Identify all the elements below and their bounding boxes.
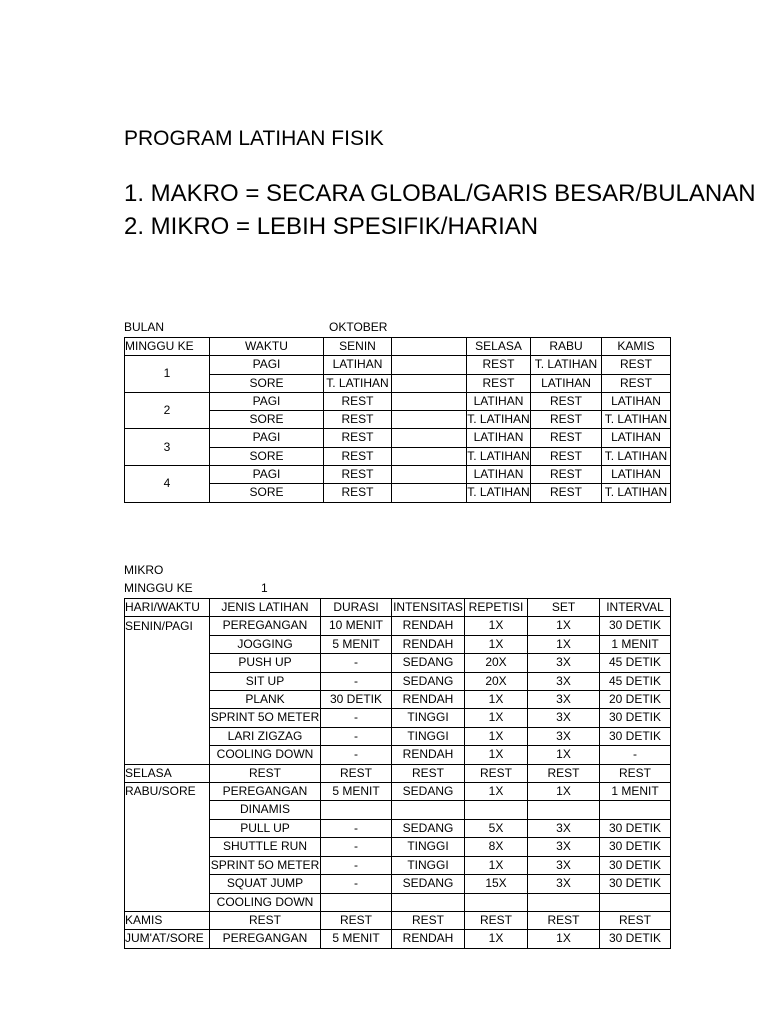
table-row — [125, 875, 671, 893]
makro-header-row — [125, 338, 671, 356]
mikro-cell-repetisi: 1X — [465, 617, 528, 635]
mikro-cell-durasi: - — [321, 654, 392, 672]
makro-table-body — [125, 338, 671, 503]
mikro-header-cell: SET — [528, 599, 600, 617]
makro-cell-kamis: T. LATIHAN — [602, 411, 671, 429]
makro-cell-senin: REST — [324, 447, 392, 465]
mikro-cell-intensitas: REST — [392, 911, 465, 929]
mikro-cell-repetisi: 1X — [465, 709, 528, 727]
mikro-cell-hari — [125, 875, 210, 893]
mikro-header-cell: JENIS LATIHAN — [210, 599, 321, 617]
mikro-cell-set: 1X — [528, 783, 600, 801]
mikro-cell-jenis: REST — [210, 911, 321, 929]
mikro-cell-repetisi: REST — [465, 764, 528, 782]
mikro-cell-hari — [125, 635, 210, 653]
mikro-cell-repetisi: 1X — [465, 783, 528, 801]
mikro-table-body — [125, 599, 671, 949]
mikro-cell-jenis: SQUAT JUMP — [210, 875, 321, 893]
table-row — [125, 691, 671, 709]
makro-header-cell — [392, 338, 467, 356]
mikro-cell-interval — [600, 893, 671, 911]
mikro-cell-hari — [125, 746, 210, 764]
mikro-cell-interval — [600, 801, 671, 819]
mikro-cell-interval: 30 DETIK — [600, 617, 671, 635]
makro-cell-senin: T. LATIHAN — [324, 374, 392, 392]
makro-cell-rabu: REST — [531, 392, 602, 410]
mikro-cell-jenis: JOGGING — [210, 635, 321, 653]
mikro-cell-durasi: 10 MENIT — [321, 617, 392, 635]
makro-cell-blank — [392, 392, 467, 410]
minggu-label: MINGGU KE — [124, 581, 193, 595]
makro-cell-waktu: SORE — [210, 411, 324, 429]
mikro-cell-durasi — [321, 801, 392, 819]
mikro-cell-hari — [125, 672, 210, 690]
table-row — [125, 911, 671, 929]
makro-cell-selasa: REST — [467, 356, 531, 374]
makro-cell-waktu: SORE — [210, 484, 324, 502]
makro-cell-blank — [392, 466, 467, 484]
mikro-cell-durasi: REST — [321, 764, 392, 782]
mikro-cell-repetisi: 1X — [465, 930, 528, 948]
week-number-cell: 3 — [125, 429, 210, 466]
mikro-cell-intensitas: SEDANG — [392, 654, 465, 672]
makro-cell-kamis: REST — [602, 374, 671, 392]
table-row — [125, 856, 671, 874]
mikro-cell-durasi: - — [321, 875, 392, 893]
makro-cell-waktu: SORE — [210, 447, 324, 465]
mikro-cell-hari — [125, 856, 210, 874]
mikro-cell-durasi: - — [321, 838, 392, 856]
makro-cell-kamis: REST — [602, 356, 671, 374]
makro-cell-selasa: LATIHAN — [467, 429, 531, 447]
mikro-cell-intensitas: SEDANG — [392, 875, 465, 893]
mikro-cell-intensitas: RENDAH — [392, 635, 465, 653]
makro-cell-rabu: REST — [531, 411, 602, 429]
mikro-cell-hari — [125, 727, 210, 745]
mikro-cell-set: REST — [528, 911, 600, 929]
mikro-cell-hari: RABU/SORE — [125, 783, 210, 801]
mikro-cell-set: 1X — [528, 635, 600, 653]
mikro-header-row — [125, 599, 671, 617]
week-number-cell: 4 — [125, 466, 210, 503]
makro-cell-blank — [392, 429, 467, 447]
makro-cell-waktu: PAGI — [210, 392, 324, 410]
mikro-header-cell: DURASI — [321, 599, 392, 617]
makro-cell-senin: REST — [324, 429, 392, 447]
makro-cell-rabu: REST — [531, 429, 602, 447]
makro-header-cell: MINGGU KE — [125, 338, 210, 356]
mikro-cell-set: 3X — [528, 819, 600, 837]
mikro-cell-set — [528, 801, 600, 819]
makro-cell-selasa: LATIHAN — [467, 466, 531, 484]
mikro-cell-jenis: SPRINT 5O METER — [210, 856, 321, 874]
mikro-cell-intensitas: TINGGI — [392, 838, 465, 856]
mikro-cell-durasi: 5 MENIT — [321, 930, 392, 948]
makro-cell-waktu: SORE — [210, 374, 324, 392]
week-number-cell: 2 — [125, 392, 210, 429]
makro-cell-kamis: T. LATIHAN — [602, 447, 671, 465]
mikro-cell-intensitas: SEDANG — [392, 783, 465, 801]
mikro-cell-intensitas — [392, 893, 465, 911]
mikro-cell-intensitas: RENDAH — [392, 930, 465, 948]
table-row — [125, 838, 671, 856]
mikro-cell-hari — [125, 801, 210, 819]
mikro-cell-durasi: 30 DETIK — [321, 691, 392, 709]
mikro-cell-set: 3X — [528, 838, 600, 856]
mikro-cell-set: 3X — [528, 654, 600, 672]
mikro-cell-jenis: SPRINT 5O METER — [210, 709, 321, 727]
mikro-cell-repetisi: 20X — [465, 672, 528, 690]
makro-cell-senin: REST — [324, 484, 392, 502]
mikro-cell-interval: 30 DETIK — [600, 930, 671, 948]
makro-cell-rabu: REST — [531, 447, 602, 465]
mikro-cell-hari: JUM'AT/SORE — [125, 930, 210, 948]
mikro-cell-intensitas: RENDAH — [392, 746, 465, 764]
mikro-cell-hari — [125, 654, 210, 672]
mikro-cell-repetisi: 5X — [465, 819, 528, 837]
mikro-cell-interval: 20 DETIK — [600, 691, 671, 709]
mikro-cell-hari: SELASA — [125, 764, 210, 782]
makro-cell-blank — [392, 484, 467, 502]
table-row — [125, 356, 671, 374]
mikro-cell-intensitas: TINGGI — [392, 856, 465, 874]
makro-cell-selasa: REST — [467, 374, 531, 392]
table-row — [125, 709, 671, 727]
makro-cell-senin: REST — [324, 411, 392, 429]
table-row — [125, 466, 671, 484]
mikro-cell-hari: SENIN/PAGI — [125, 617, 210, 635]
makro-header-cell: KAMIS — [602, 338, 671, 356]
table-row — [125, 819, 671, 837]
table-row — [125, 392, 671, 410]
makro-cell-waktu: PAGI — [210, 466, 324, 484]
mikro-cell-durasi: REST — [321, 911, 392, 929]
mikro-cell-intensitas: TINGGI — [392, 709, 465, 727]
mikro-cell-hari — [125, 819, 210, 837]
makro-cell-kamis: LATIHAN — [602, 392, 671, 410]
mikro-cell-interval: 45 DETIK — [600, 672, 671, 690]
mikro-cell-intensitas: RENDAH — [392, 691, 465, 709]
mikro-cell-repetisi: 1X — [465, 635, 528, 653]
makro-cell-rabu: REST — [531, 484, 602, 502]
mikro-cell-interval: 30 DETIK — [600, 856, 671, 874]
table-row — [125, 801, 671, 819]
mikro-cell-jenis: SIT UP — [210, 672, 321, 690]
mikro-cell-jenis: COOLING DOWN — [210, 893, 321, 911]
mikro-cell-hari — [125, 691, 210, 709]
mikro-cell-set: 1X — [528, 746, 600, 764]
mikro-cell-jenis: PEREGANGAN — [210, 930, 321, 948]
mikro-cell-interval: REST — [600, 764, 671, 782]
mikro-cell-durasi: 5 MENIT — [321, 783, 392, 801]
mikro-cell-interval: 45 DETIK — [600, 654, 671, 672]
mikro-header-cell: HARI/WAKTU — [125, 599, 210, 617]
table-row — [125, 764, 671, 782]
makro-cell-rabu: REST — [531, 466, 602, 484]
table-row — [125, 654, 671, 672]
mikro-cell-set: REST — [528, 764, 600, 782]
mikro-header-cell: REPETISI — [465, 599, 528, 617]
mikro-cell-jenis: DINAMIS — [210, 801, 321, 819]
mikro-cell-hari — [125, 709, 210, 727]
mikro-cell-intensitas: SEDANG — [392, 819, 465, 837]
mikro-cell-interval: 30 DETIK — [600, 709, 671, 727]
mikro-cell-repetisi — [465, 893, 528, 911]
makro-definition: 1. MAKRO = SECARA GLOBAL/GARIS BESAR/BULANAN — [124, 180, 756, 207]
mikro-cell-set: 3X — [528, 691, 600, 709]
mikro-cell-jenis: PEREGANGAN — [210, 783, 321, 801]
mikro-cell-interval: 30 DETIK — [600, 819, 671, 837]
mikro-cell-repetisi: 1X — [465, 727, 528, 745]
makro-cell-rabu: T. LATIHAN — [531, 356, 602, 374]
mikro-cell-intensitas: SEDANG — [392, 672, 465, 690]
mikro-cell-interval: 30 DETIK — [600, 838, 671, 856]
makro-cell-waktu: PAGI — [210, 356, 324, 374]
makro-cell-blank — [392, 411, 467, 429]
table-row — [125, 746, 671, 764]
mikro-cell-interval: REST — [600, 911, 671, 929]
makro-header-cell: SENIN — [324, 338, 392, 356]
table-row — [125, 617, 671, 635]
mikro-cell-durasi: 5 MENIT — [321, 635, 392, 653]
makro-cell-kamis: LATIHAN — [602, 429, 671, 447]
mikro-cell-repetisi: REST — [465, 911, 528, 929]
mikro-cell-set: 3X — [528, 709, 600, 727]
mikro-cell-set: 3X — [528, 672, 600, 690]
mikro-cell-hari — [125, 893, 210, 911]
mikro-cell-durasi — [321, 893, 392, 911]
mikro-cell-jenis: PLANK — [210, 691, 321, 709]
table-row — [125, 893, 671, 911]
makro-cell-blank — [392, 356, 467, 374]
table-row — [125, 672, 671, 690]
mikro-cell-intensitas: RENDAH — [392, 617, 465, 635]
mikro-cell-set: 1X — [528, 617, 600, 635]
page-title: PROGRAM LATIHAN FISIK — [124, 127, 384, 150]
mikro-cell-hari — [125, 838, 210, 856]
mikro-cell-interval: 1 MENIT — [600, 783, 671, 801]
makro-cell-senin: LATIHAN — [324, 356, 392, 374]
mikro-cell-repetisi — [465, 801, 528, 819]
mikro-cell-intensitas — [392, 801, 465, 819]
mikro-cell-jenis: PUSH UP — [210, 654, 321, 672]
bulan-value: OKTOBER — [329, 320, 388, 334]
mikro-label: MIKRO — [124, 563, 164, 577]
mikro-cell-set: 1X — [528, 930, 600, 948]
mikro-cell-intensitas: REST — [392, 764, 465, 782]
mikro-cell-intensitas: TINGGI — [392, 727, 465, 745]
makro-cell-senin: REST — [324, 466, 392, 484]
mikro-cell-jenis: COOLING DOWN — [210, 746, 321, 764]
mikro-cell-interval: 30 DETIK — [600, 875, 671, 893]
mikro-cell-set — [528, 893, 600, 911]
mikro-cell-jenis: SHUTTLE RUN — [210, 838, 321, 856]
mikro-cell-repetisi: 15X — [465, 875, 528, 893]
makro-cell-selasa: T. LATIHAN — [467, 484, 531, 502]
makro-cell-senin: REST — [324, 392, 392, 410]
makro-header-cell: WAKTU — [210, 338, 324, 356]
makro-header-cell: RABU — [531, 338, 602, 356]
makro-cell-selasa: T. LATIHAN — [467, 447, 531, 465]
bulan-label: BULAN — [124, 320, 165, 334]
week-number-cell: 1 — [125, 356, 210, 393]
mikro-cell-hari: KAMIS — [125, 911, 210, 929]
mikro-cell-set: 3X — [528, 875, 600, 893]
mikro-cell-durasi: - — [321, 746, 392, 764]
mikro-cell-interval: 1 MENIT — [600, 635, 671, 653]
makro-cell-kamis: LATIHAN — [602, 466, 671, 484]
mikro-cell-jenis: LARI ZIGZAG — [210, 727, 321, 745]
mikro-cell-repetisi: 8X — [465, 838, 528, 856]
mikro-cell-durasi: - — [321, 709, 392, 727]
mikro-header-cell: INTERVAL — [600, 599, 671, 617]
makro-cell-waktu: PAGI — [210, 429, 324, 447]
makro-header-cell: SELASA — [467, 338, 531, 356]
table-row — [125, 429, 671, 447]
mikro-table — [124, 598, 671, 949]
mikro-cell-repetisi: 1X — [465, 746, 528, 764]
mikro-cell-interval: 30 DETIK — [600, 727, 671, 745]
makro-cell-blank — [392, 447, 467, 465]
minggu-value: 1 — [261, 581, 268, 595]
table-row — [125, 635, 671, 653]
mikro-cell-durasi: - — [321, 727, 392, 745]
makro-cell-selasa: T. LATIHAN — [467, 411, 531, 429]
mikro-cell-interval: - — [600, 746, 671, 764]
table-row — [125, 930, 671, 948]
table-row — [125, 727, 671, 745]
mikro-cell-durasi: - — [321, 856, 392, 874]
mikro-cell-jenis: PULL UP — [210, 819, 321, 837]
mikro-definition: 2. MIKRO = LEBIH SPESIFIK/HARIAN — [124, 213, 539, 240]
mikro-cell-durasi: - — [321, 819, 392, 837]
makro-cell-blank — [392, 374, 467, 392]
mikro-cell-set: 3X — [528, 856, 600, 874]
makro-table — [124, 337, 671, 503]
mikro-header-cell: INTENSITAS — [392, 599, 465, 617]
mikro-cell-repetisi: 1X — [465, 856, 528, 874]
mikro-cell-durasi: - — [321, 672, 392, 690]
mikro-cell-repetisi: 20X — [465, 654, 528, 672]
mikro-cell-set: 3X — [528, 727, 600, 745]
makro-cell-rabu: LATIHAN — [531, 374, 602, 392]
makro-cell-selasa: LATIHAN — [467, 392, 531, 410]
mikro-cell-jenis: REST — [210, 764, 321, 782]
table-row — [125, 783, 671, 801]
mikro-cell-jenis: PEREGANGAN — [210, 617, 321, 635]
makro-cell-kamis: T. LATIHAN — [602, 484, 671, 502]
mikro-cell-repetisi: 1X — [465, 691, 528, 709]
